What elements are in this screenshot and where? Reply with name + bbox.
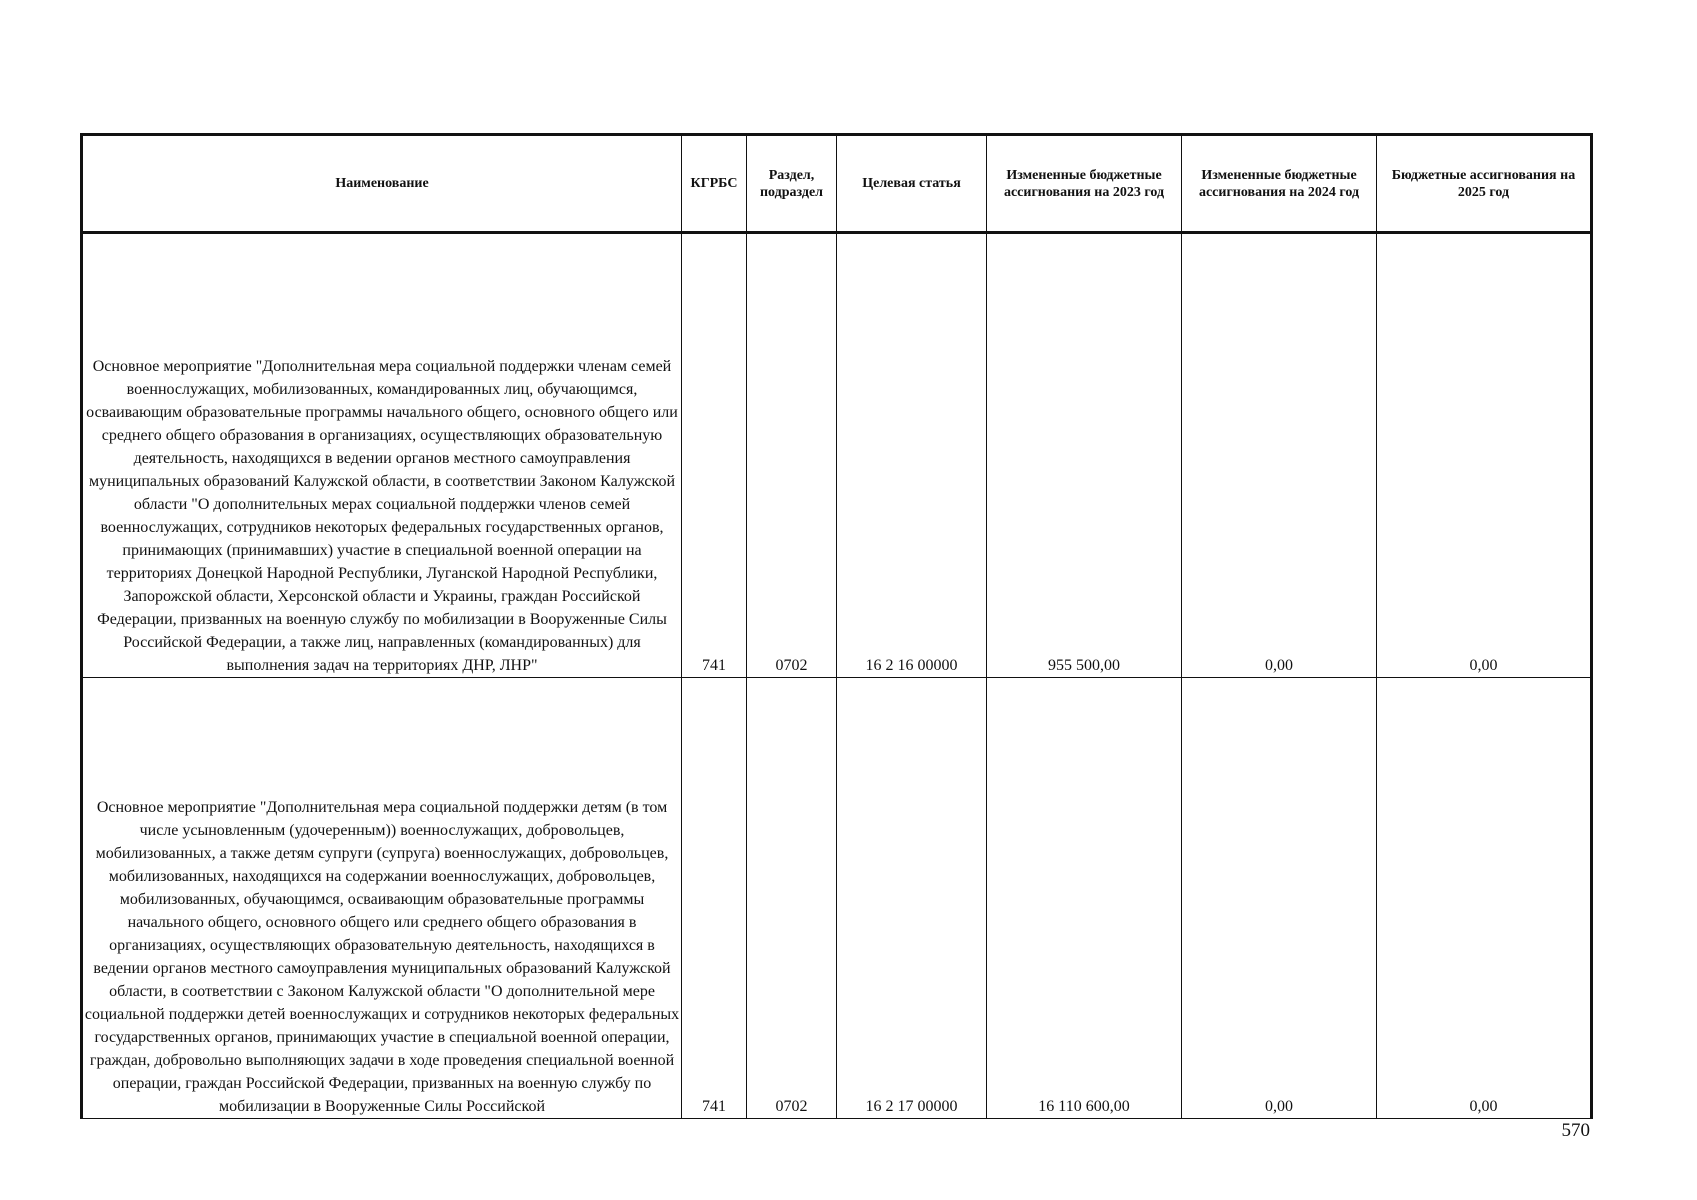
- page-number: 570: [1561, 1120, 1590, 1141]
- table-row: [82, 678, 1592, 1119]
- row-amount-2025: 0,00: [1377, 233, 1592, 678]
- header-2023: Измененные бюджетные ассигнования на 2023 год: [987, 135, 1182, 233]
- row-target-article: 16 2 16 00000: [837, 233, 987, 678]
- row-amount-2025: 0,00: [1377, 678, 1592, 1119]
- row-amount-2023: 16 110 600,00: [987, 678, 1182, 1119]
- header-2025: Бюджетные ассигнования на 2025 год: [1377, 135, 1592, 233]
- header-2024: Измененные бюджетные ассигнования на 2024 год: [1182, 135, 1377, 233]
- row-amount-2024: 0,00: [1182, 678, 1377, 1119]
- header-name: Наименование: [82, 135, 682, 233]
- header-kgrbs: КГРБС: [682, 135, 747, 233]
- row-section: 0702: [747, 678, 837, 1119]
- row-kgrbs: 741: [682, 233, 747, 678]
- header-row: [82, 135, 1592, 233]
- row-target-article: 16 2 17 00000: [837, 678, 987, 1119]
- row-amount-2023: 955 500,00: [987, 233, 1182, 678]
- row-name: Основное мероприятие "Дополнительная мера социальной поддержки членам семей военнослужащих, мобилизованных, командированных лиц, обучающимся, осваивающим образовательные программы начального общего, основного общего или среднего общего образования в организациях, осуществляющих образовательную деятельность, находящихся в ведении органов местного самоуправления муниципальных образований Калужской области, в соответствии Законом Калужской области "О дополнительных мерах социальной поддержки членов семей военнослужащих, сотрудников некоторых федеральных государственных органов, принимающих (принимавших) участие в специальной военной операции на территориях Донецкой Народной Республики, Луганской Народной Республики, Запорожской области, Херсонской области и Украины, граждан Российской Федерации, призванных на военную службу по мобилизации в Вооруженные Силы Российской Федерации, а также лиц, направленных (командированных) для выполнения задач на территориях ДНР, ЛНР": [82, 233, 682, 678]
- budget-table: [80, 133, 1593, 1119]
- header-target-article: Целевая статья: [837, 135, 987, 233]
- header-section: Раздел, подраздел: [747, 135, 837, 233]
- row-amount-2024: 0,00: [1182, 233, 1377, 678]
- row-kgrbs: 741: [682, 678, 747, 1119]
- row-section: 0702: [747, 233, 837, 678]
- table-row: [82, 233, 1592, 678]
- row-name: Основное мероприятие "Дополнительная мера социальной поддержки детям (в том числе усыновленным (удочеренным)) военнослужащих, добровольцев, мобилизованных, а также детям супруги (супруга) военнослужащих, добровольцев, мобилизованных, находящихся на содержании военнослужащих, добровольцев, мобилизованных, обучающимся, осваивающим образовательные программы начального общего, основного общего или среднего общего образования в организациях, осуществляющих образовательную деятельность, находящихся в ведении органов местного самоуправления муниципальных образований Калужской области, в соответствии с Законом Калужской области "О дополнительной мере социальной поддержки детей военнослужащих и сотрудников некоторых федеральных государственных органов, принимающих участие в специальной военной операции, граждан, добровольно выполняющих задачи в ходе проведения специальной военной операции, граждан Российской Федерации, призванных на военную службу по мобилизации в Вооруженные Силы Российской: [82, 678, 682, 1119]
